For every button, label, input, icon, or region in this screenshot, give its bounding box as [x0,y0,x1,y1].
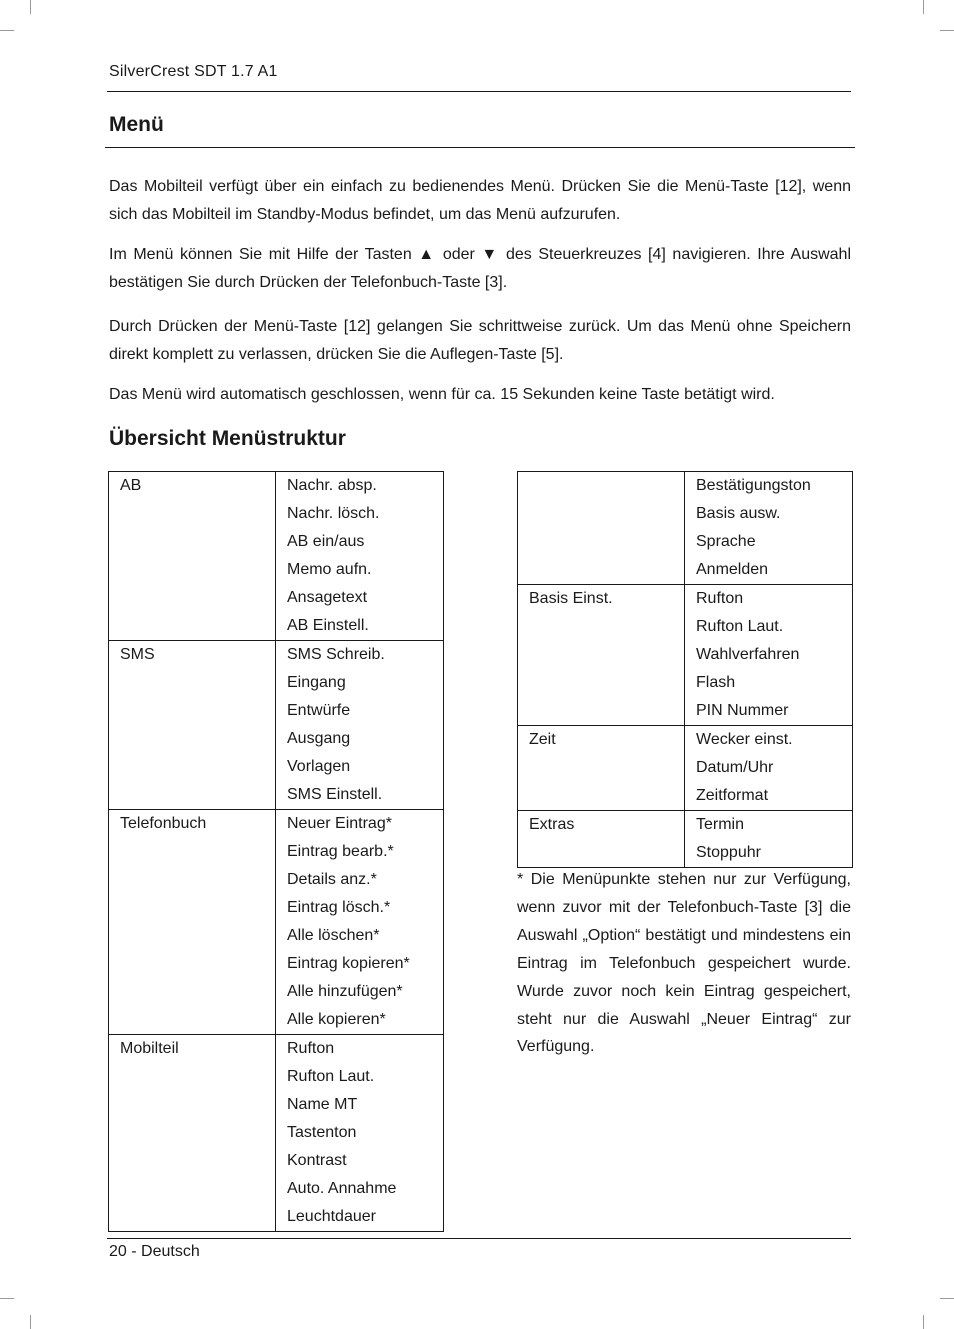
menu-item: AB Einstell. [287,617,369,634]
menu-structure-table-left [108,471,444,1232]
crop-mark [940,30,954,31]
menu-item: Datum/Uhr [696,759,774,776]
menu-item: Vorlagen [287,758,351,775]
menu-category: Mobilteil [120,1040,179,1057]
menu-category-cell [518,472,685,585]
menu-row [518,472,853,585]
menu-items-cell [276,472,444,641]
header-rule [107,91,851,92]
menu-item: SMS Schreib. [287,646,385,663]
menu-item: Memo aufn. [287,561,372,578]
menu-item: Tastenton [287,1124,357,1141]
menu-item: Neuer Eintrag* [287,815,392,832]
menu-category: Basis Einst. [529,590,613,607]
crop-mark [923,1315,924,1329]
menu-item: Auto. Annahme [287,1180,397,1197]
footnote: * Die Menüpunkte stehen nur zur Verfügung, wenn zuvor mit der Telefonbuch-Taste [3] die Auswahl „Option“ bestätigt und mindestens ein Eintrag im Telefonbuch gespeichert wurde. Wurde zuvor noch kein Eintrag gespeichert, steht nur die Auswahl „Neuer Eintrag“ zur Verfügung. [517,871,851,1056]
section-rule [105,147,855,148]
running-header: SilverCrest SDT 1.7 A1 [109,63,278,80]
menu-item: Ansagetext [287,589,368,606]
menu-category-cell [518,585,685,726]
crop-mark [940,1298,954,1299]
menu-category: SMS [120,646,155,663]
paragraph: Das Mobilteil verfügt über ein einfach zu bedienendes Menü. Drücken Sie die Menü-Taste [12], wenn sich das Mobilteil im Standby-Modus befindet, um das Menü aufzurufen. [109,178,851,223]
menu-item: Rufton Laut. [696,618,784,635]
footer-rule [107,1238,851,1239]
page-footer: 20 - Deutsch [109,1243,200,1260]
menu-items-cell [685,472,853,585]
menu-item: Alle hinzufügen* [287,983,403,1000]
menu-item: Eintrag kopieren* [287,955,410,972]
menu-item: Ausgang [287,730,351,747]
menu-item: Alle kopieren* [287,1011,386,1028]
subsection-title: Übersicht Menüstruktur [109,427,346,450]
menu-item: Wecker einst. [696,731,793,748]
section-title: Menü [109,113,164,136]
menu-category-cell [109,472,276,641]
menu-item: Eingang [287,674,346,691]
menu-item: Anmelden [696,561,769,578]
menu-item: Eintrag bearb.* [287,843,394,860]
menu-category-cell [109,1035,276,1232]
menu-items-cell [276,810,444,1035]
menu-item: Stoppuhr [696,844,761,861]
menu-item: Basis ausw. [696,505,781,522]
paragraph: Im Menü können Sie mit Hilfe der Tasten ▲ oder ▼ des Steuerkreuzes [4] navigieren. Ihre Auswahl bestätigen Sie durch Drücken der Telefonbuch-Taste [3]. [109,246,851,291]
menu-row [109,1035,444,1232]
menu-item: Flash [696,674,736,691]
menu-items-cell [276,641,444,810]
menu-row [109,472,444,641]
menu-category: AB [120,477,142,494]
crop-mark [30,0,31,14]
menu-item: Nachr. absp. [287,477,377,494]
menu-category-cell [109,641,276,810]
menu-item: PIN Nummer [696,702,789,719]
menu-category: Extras [529,816,575,833]
menu-item: Rufton [696,590,744,607]
menu-row [109,810,444,1035]
menu-items-cell [685,726,853,811]
menu-item: Details anz.* [287,871,377,888]
menu-category: Telefonbuch [120,815,207,832]
menu-category-cell [109,810,276,1035]
menu-structure-table-right [517,471,853,868]
menu-item: Zeitformat [696,787,769,804]
menu-item: Wahlverfahren [696,646,800,663]
menu-item: Nachr. lösch. [287,505,380,522]
menu-item: Rufton [287,1040,335,1057]
menu-item: Alle löschen* [287,927,380,944]
menu-row [518,726,853,811]
menu-item: AB ein/aus [287,533,365,550]
paragraph: Durch Drücken der Menü-Taste [12] gelangen Sie schrittweise zurück. Um das Menü ohne Speichern direkt komplett zu verlassen, drücken Sie die Auflegen-Taste [5]. [109,318,851,363]
menu-item: Bestätigungston [696,477,811,494]
menu-items-cell [685,811,853,868]
menu-item: Entwürfe [287,702,351,719]
menu-item: Leuchtdauer [287,1208,376,1225]
crop-mark [30,1315,31,1329]
crop-mark [923,0,924,14]
menu-category-cell [518,811,685,868]
menu-row [518,811,853,868]
menu-item: Kontrast [287,1152,347,1169]
menu-item: Name MT [287,1096,358,1113]
menu-category: Zeit [529,731,556,748]
menu-item: Eintrag lösch.* [287,899,391,916]
menu-item: Rufton Laut. [287,1068,375,1085]
menu-category [529,472,674,500]
menu-item: Sprache [696,533,756,550]
menu-item: SMS Einstell. [287,786,383,803]
menu-row [109,641,444,810]
paragraph: Das Menü wird automatisch geschlossen, wenn für ca. 15 Sekunden keine Taste betätigt wird. [109,386,775,403]
menu-items-cell [276,1035,444,1232]
crop-mark [0,1298,14,1299]
menu-items-cell [685,585,853,726]
menu-category-cell [518,726,685,811]
menu-row [518,585,853,726]
menu-item: Termin [696,816,745,833]
crop-mark [0,30,14,31]
